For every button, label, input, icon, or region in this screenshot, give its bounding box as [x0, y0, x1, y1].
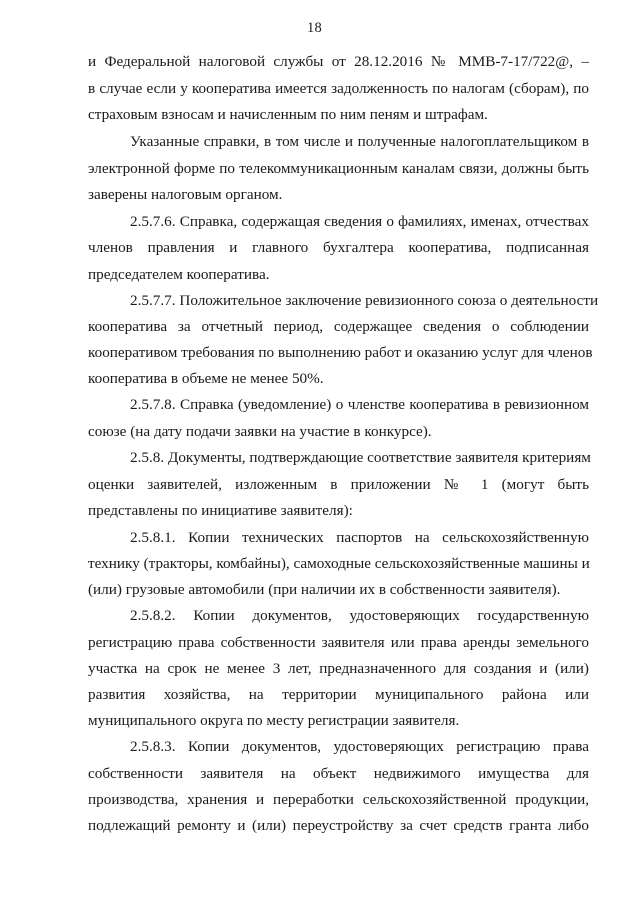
text-line: 2.5.8.3. Копии документов, удостоверяющих регистрацию права [130, 738, 589, 755]
text-line: председателем кооператива. [88, 266, 270, 283]
text-line: и Федеральной налоговой службы от 28.12.2016 № ММВ-7-17/722@, – [88, 53, 589, 70]
text-line: развития хозяйства, на территории муниципального района или [88, 686, 589, 703]
text-line: Указанные справки, в том числе и полученные налогоплательщиком в [130, 133, 589, 150]
text-line: заверены налоговым органом. [88, 186, 283, 203]
text-line: 2.5.7.8. Справка (уведомление) о членстве кооператива в ревизионном [130, 396, 589, 413]
text-line: производства, хранения и переработки сельскохозяйственной продукции, [88, 791, 589, 808]
text-line: технику (тракторы, комбайны), самоходные сельскохозяйственные машины и [88, 555, 590, 572]
text-line: регистрацию права собственности заявителя или права аренды земельного [88, 634, 589, 651]
text-line: участка на срок не менее 3 лет, предназначенного для создания и (или) [88, 660, 589, 677]
text-line: 2.5.7.7. Положительное заключение ревизионного союза о деятельности [130, 292, 599, 309]
text-line: (или) грузовые автомобили (при наличии их в собственности заявителя). [88, 581, 561, 598]
text-line: кооперативом требования по выполнению работ и оказанию услуг для членов [88, 344, 593, 361]
text-line: оценки заявителей, изложенным в приложении № 1 (могут быть [88, 476, 589, 493]
text-line: членов правления и главного бухгалтера кооператива, подписанная [88, 239, 589, 256]
text-line: страховым взносам и начисленным по ним пеням и штрафам. [88, 106, 488, 123]
text-line: кооператива в объеме не менее 50%. [88, 370, 324, 387]
text-line: 2.5.8. Документы, подтверждающие соответствие заявителя критериям [130, 449, 591, 466]
text-line: электронной форме по телекоммуникационным каналам связи, должны быть [88, 160, 589, 177]
text-line: кооператива за отчетный период, содержащее сведения о соблюдении [88, 318, 589, 335]
text-line: муниципального округа по месту регистрации заявителя. [88, 712, 460, 729]
text-line: 2.5.8.1. Копии технических паспортов на сельскохозяйственную [130, 529, 589, 546]
text-line: подлежащий ремонту и (или) переустройству за счет средств гранта либо [88, 817, 589, 834]
text-line: в случае если у кооператива имеется задолженность по налогам (сборам), по [88, 80, 589, 97]
text-line: 2.5.7.6. Справка, содержащая сведения о фамилиях, именах, отчествах [130, 213, 589, 230]
text-line: 2.5.8.2. Копии документов, удостоверяющих государственную [130, 607, 589, 624]
text-line: союзе (на дату подачи заявки на участие в конкурсе). [88, 423, 432, 440]
page-number: 18 [307, 20, 322, 36]
text-line: представлены по инициативе заявителя): [88, 502, 353, 519]
text-line: собственности заявителя на объект недвижимого имущества для [88, 765, 589, 782]
